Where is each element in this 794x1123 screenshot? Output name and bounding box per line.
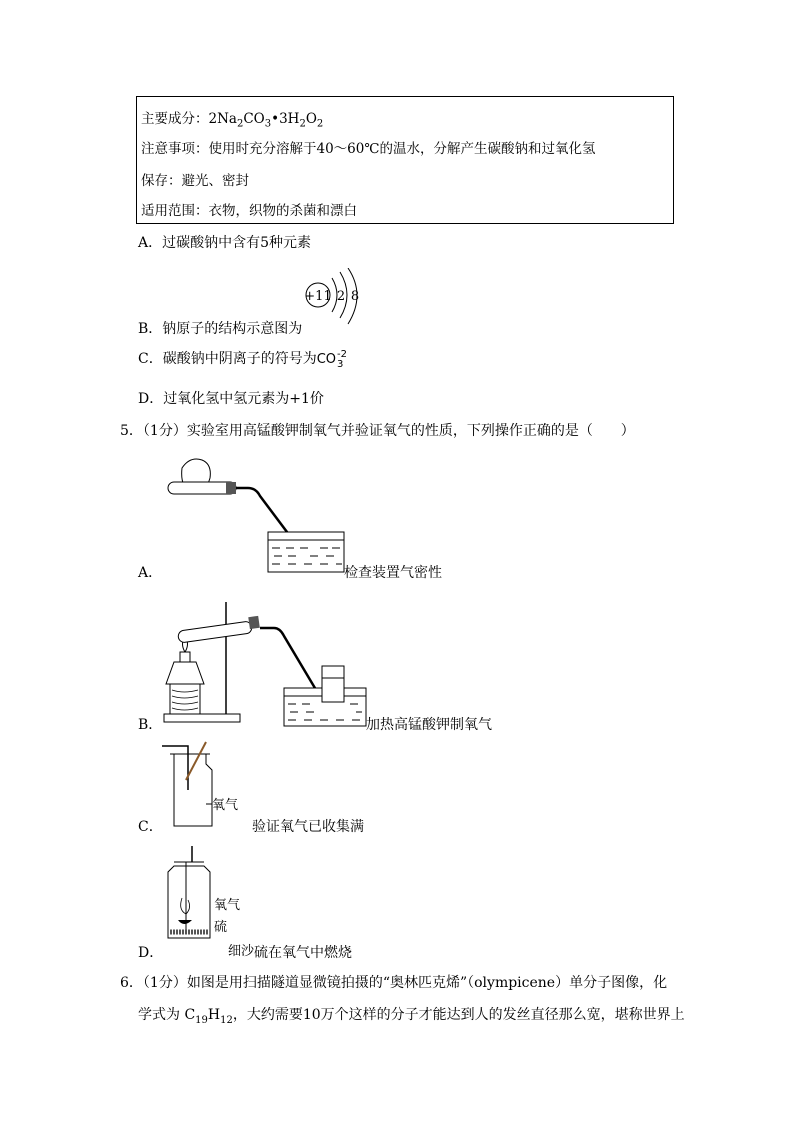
q4-option-d: D．过氧化氢中氢元素为+1价 bbox=[138, 391, 324, 407]
shell-2-electrons: 8 bbox=[350, 289, 360, 304]
q4-option-c: C．碳酸钠中阴离子的符号为CO -2 3 bbox=[138, 348, 348, 370]
q5-option-b-letter: B． bbox=[138, 717, 163, 733]
test-tube-b bbox=[178, 621, 253, 643]
glowing-splint bbox=[186, 742, 206, 780]
test-tube bbox=[168, 482, 236, 494]
storage-line: 保存：避光、密封 bbox=[141, 173, 249, 189]
carbonate-ion: CO -2 3 bbox=[316, 348, 348, 370]
q5-option-d-sand-label: 细沙 bbox=[228, 944, 255, 959]
notes-line: 注意事项：使用时充分溶解于40～60℃的温水，分解产生碳酸钠和过氧化氢 bbox=[141, 141, 596, 157]
gas-tube-c bbox=[162, 746, 188, 790]
q5-option-a-caption: 检查装置气密性 bbox=[344, 565, 442, 581]
q5-option-a-letter: A． bbox=[138, 565, 163, 581]
q4-option-b: B．钠原子的结构示意图为 bbox=[138, 321, 303, 337]
sulfur-flame bbox=[181, 898, 190, 914]
wood-block bbox=[170, 684, 200, 714]
main-ingredient-label: 主要成分： bbox=[141, 111, 209, 127]
q5-stem: 5．（1分）实验室用高锰酸钾制氧气并验证氧气的性质，下列操作正确的是（ ） bbox=[120, 423, 635, 439]
combustion-spoon bbox=[178, 920, 192, 924]
q6-line-2: 学式为 $C_{19}H_{12}$，大约需要10万个这样的分子才能达到人的发丝直径那么宽，堪称世界上 bbox=[138, 1007, 685, 1026]
q5-option-c-oxygen-label: 氧气 bbox=[212, 798, 239, 813]
q6-line-1: 6．（1分）如图是用扫描隧道显微镜拍摄的“奥林匹克烯”（olympicene）单分子图像，化 bbox=[120, 975, 668, 991]
figure-a-airtightness-check bbox=[160, 456, 360, 576]
usage-line: 适用范围：衣物，织物的杀菌和漂白 bbox=[141, 203, 357, 219]
q5-option-c-caption: 验证氧气已收集满 bbox=[252, 819, 364, 835]
main-ingredient-formula: $2Na_2CO_3•3H_2O_2$ bbox=[208, 111, 324, 130]
q4-option-a: A．过碳酸钠中含有5种元素 bbox=[138, 235, 312, 251]
figure-c-oxygen-full-check bbox=[160, 740, 230, 830]
q5-option-d-caption: 硫在氧气中燃烧 bbox=[254, 945, 352, 961]
q5-option-d-letter: D． bbox=[138, 945, 164, 961]
water-trough bbox=[268, 532, 344, 572]
q5-option-d-oxygen-label: 氧气 bbox=[214, 898, 241, 913]
figure-d-sulfur-burning bbox=[160, 842, 220, 942]
q5-option-c-letter: C． bbox=[138, 819, 163, 835]
shell-1-electrons: 2 bbox=[336, 289, 346, 304]
q5-option-d-sulfur-label: 硫 bbox=[214, 920, 228, 935]
sodium-atom-diagram bbox=[296, 268, 366, 328]
stand-base bbox=[164, 714, 240, 722]
q5-option-b-caption: 加热高锰酸钾制氧气 bbox=[366, 717, 492, 733]
collection-bottle bbox=[322, 666, 344, 702]
figure-b-heating-setup bbox=[160, 592, 370, 732]
main-ingredient-line bbox=[141, 107, 323, 130]
nucleus-charge: +11 bbox=[304, 289, 332, 304]
ingredient-info-box bbox=[136, 96, 674, 224]
stopper bbox=[226, 482, 236, 494]
alcohol-lamp bbox=[166, 662, 204, 684]
